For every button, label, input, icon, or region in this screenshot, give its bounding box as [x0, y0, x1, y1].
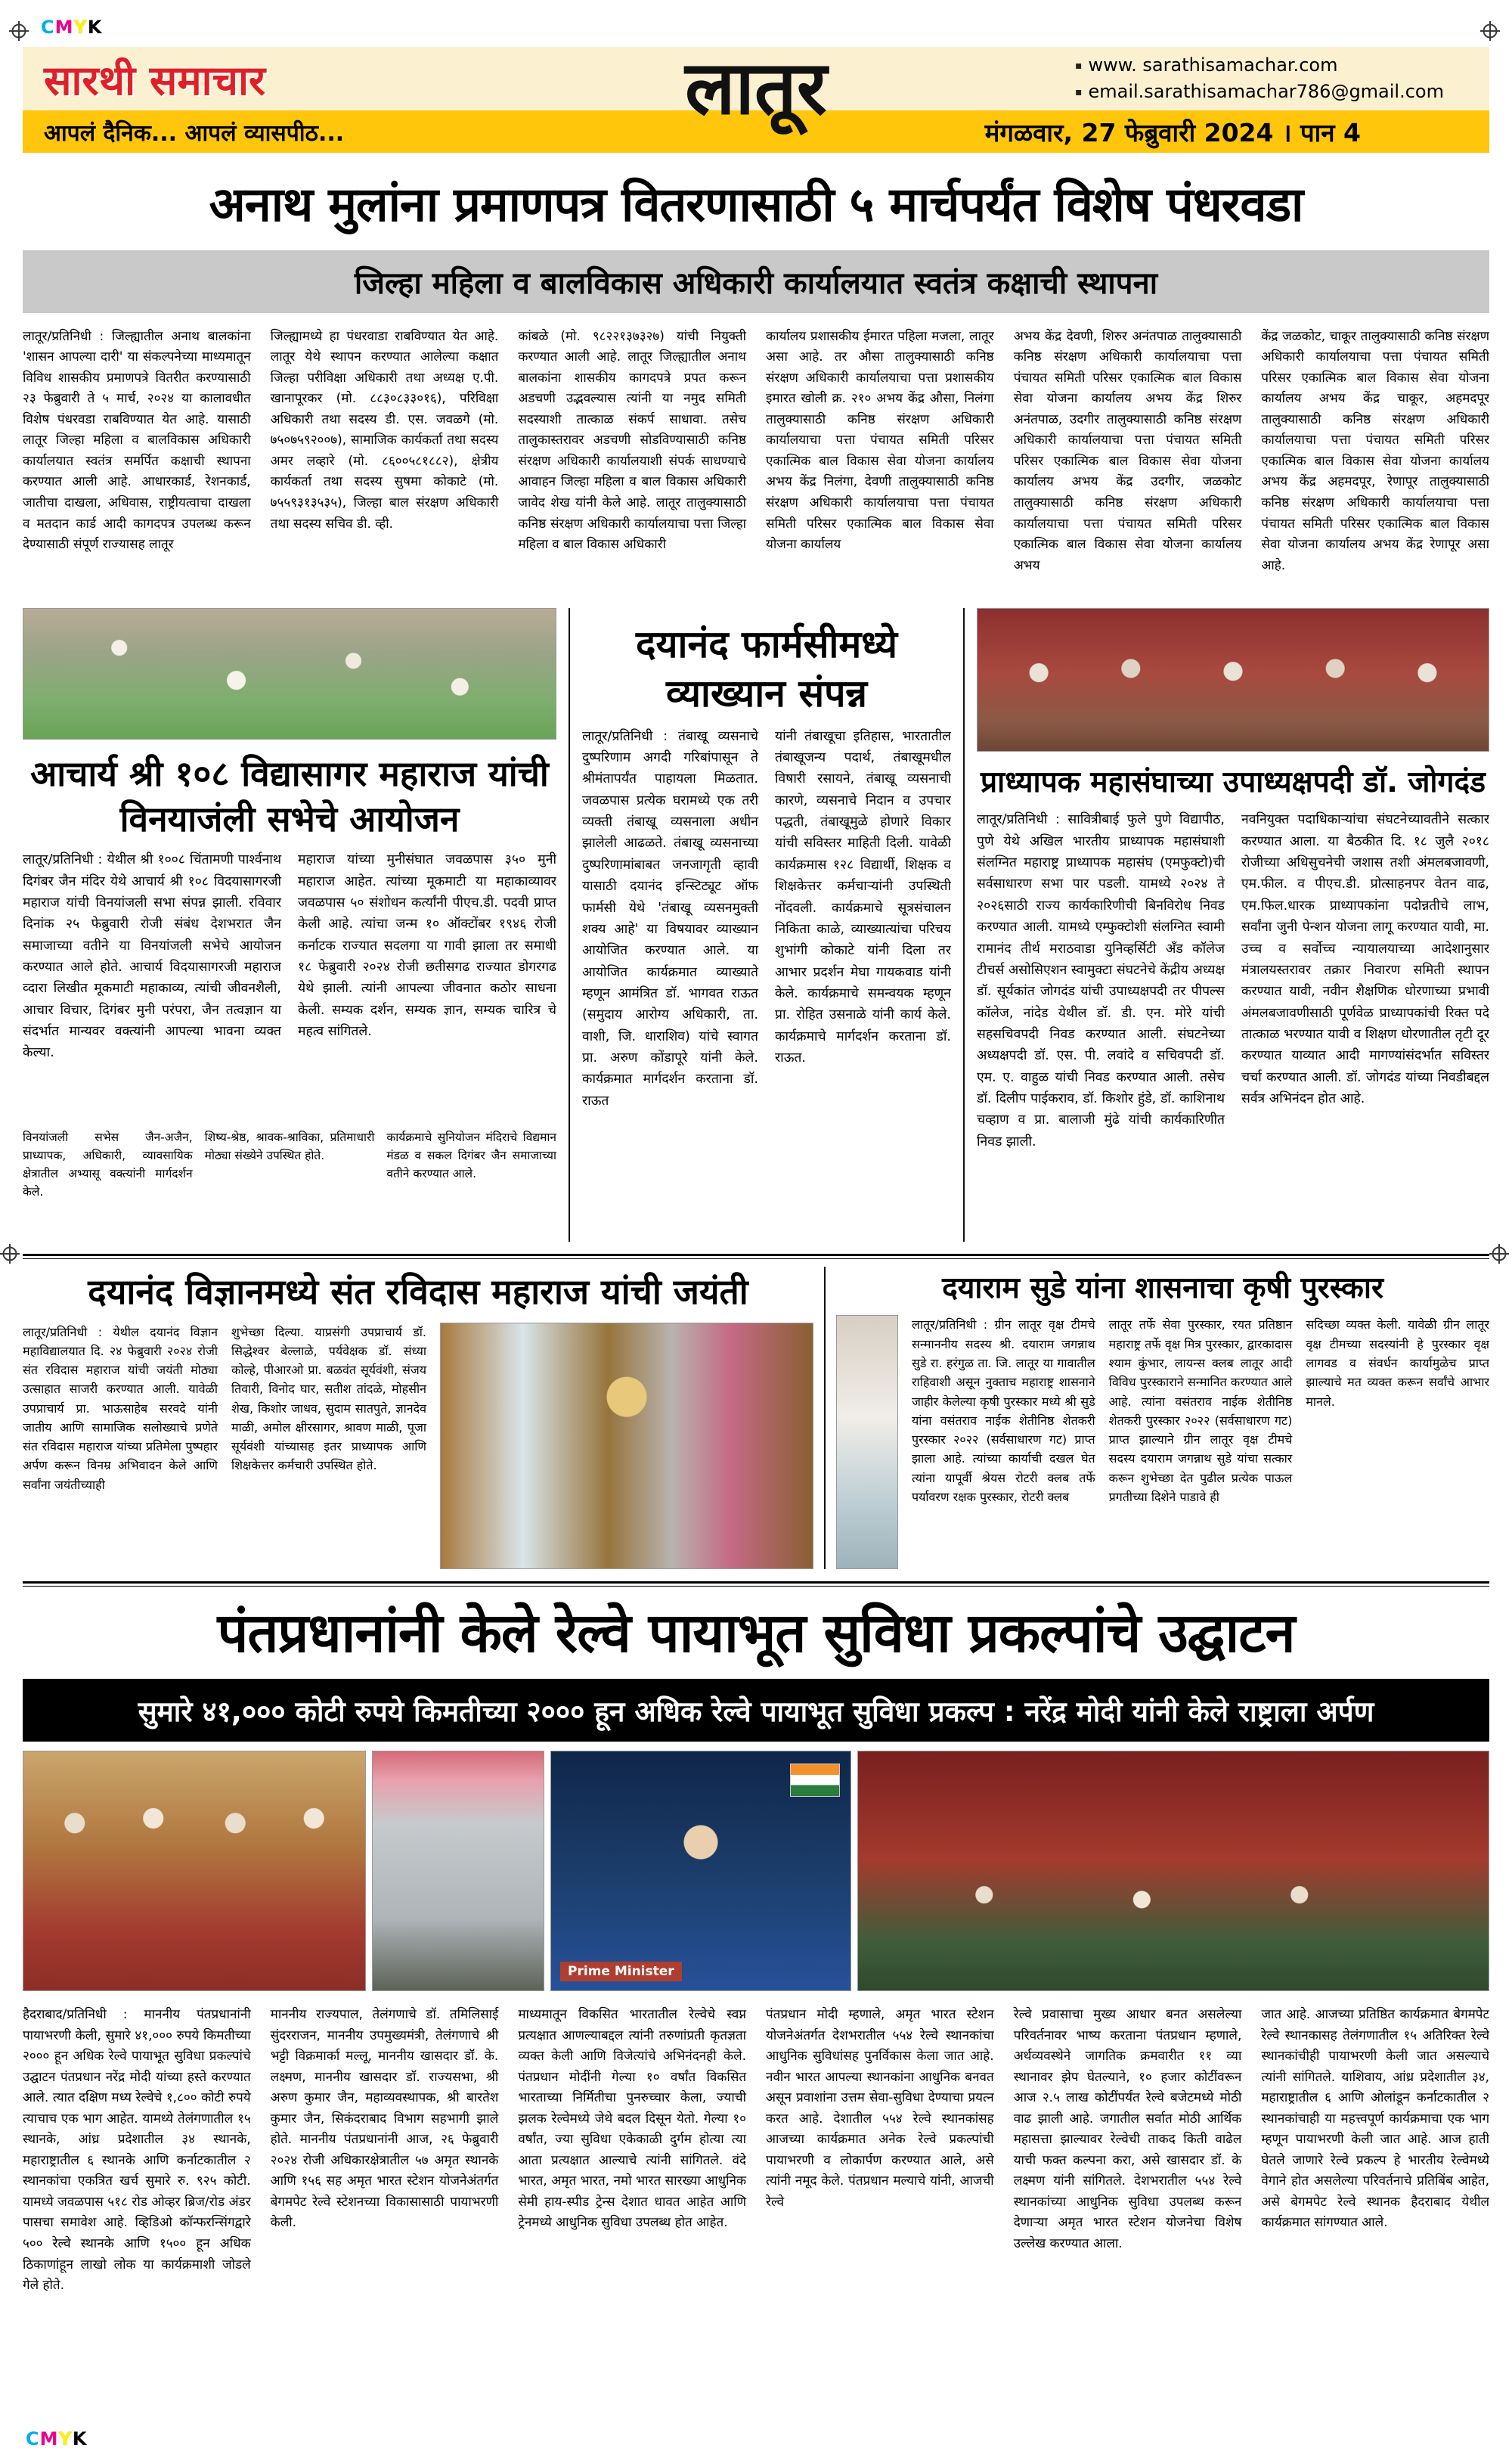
edition-name: लातूर: [685, 45, 827, 132]
newspaper-title: सारथी समाचार: [44, 57, 266, 104]
lead-column-6: केंद्र जळकोट, चाकूर तालुक्यासाठी कनिष्ठ संरक्षण अधिकारी कार्यालयाचा पत्ता पंचायत समिती परिसर एकात्मिक बाल विकास सेवा योजना कार्यालय अभय केंद्र चाकूर, अहमदपूर तालुक्यासाठी कनिष्ठ संरक्षण अधिकारी कार्यालयाचा पत्ता पंचायत समिती परिसर एकात्मिक बाल विकास सेवा योजना कार्यालय अभय केंद्र अहमदपूर, रेणापूर तालुक्यासाठी कनिष्ठ संरक्षण अधिकारी कार्यालयाचा पत्ता पंचायत समिती परिसर एकात्मिक बाल विकास सेवा योजना कार्यालय अभय केंद्र रेणापूर असा आहे.: [1261, 328, 1489, 573]
krushi-headline: दयाराम सुडे यांना शासनाचा कृषी पुरस्कार: [942, 1270, 1383, 1305]
pharmacy-columns: [582, 726, 951, 1242]
lead-column-3: कांबळे (मो. ९८२२१३७३२७) यांची नियुक्ती करण्यात आली आहे. लातूर जिल्ह्यातील अनाथ बालकांना शासकीय कागदपत्रे प्रपत करून अडचणी उद्भवल्यास त्यांनी या नमुद समिती सदस्याशी तात्काळ संकर्प साधावा. तसेच तालुकास्तरावर अडचणी सोडविण्यासाठी कनिष्ठ संरक्षण अधिकारी कार्यालयाशी संपर्क साधण्याचे आवाहन जिल्हा महिला व बाल विकास अधिकारी जावेद शेख यांनी केले आहे. लातूर तालुक्यासाठी कनिष्ठ संरक्षण अधिकारी कार्यालयाचा पत्ता जिल्हा महिला व बाल विकास अधिकारी: [518, 328, 747, 553]
lead-column-2: जिल्ह्यामध्ये हा पंधरवाडा राबविण्यात येत आहे. लातूर येथे स्थापन करण्यात आलेल्या कक्षात जिल्हा परीविक्षा अधिकारी तथा अध्यक्ष ए.पी. खानापूरकर (मो. ८८३०८३३०१६), परिविक्षा अधिकारी तथा सदस्य डी. एस. जवळगे (मो. ७५०७५९२००७), सामाजिक कार्यकर्ता तथा सदस्य अमर लव्हारे (मो. ८६००५८१८८२), क्षेत्रीय कार्यकर्ता तथा सदस्य सुषमा कोकाटे (मो. ७५५९३१३५३५), जिल्हा बाल संरक्षण अधिकारी तथा सदस्य सचिव डी. व्ही.: [270, 328, 499, 532]
vidyasagar-footnote-2: शिष्य-श्रेष्ठ, श्रावक-श्राविका, प्रतिमाधारी मोठ्या संख्येने उपस्थित होते.: [204, 1130, 375, 1162]
professor-column-1: लातूर/प्रतिनिधी : सावित्रीबाई फुले पुणे विद्यापीठ, पुणे येथे अखिल भारतीय प्राध्यापक महासंघाशी संलग्नित महाराष्ट्र प्राध्यापक महासंघ (एमफुक्टो)ची सर्वसाधारण सभा पार पडली. यामध्ये २०२४ ते २०२६साठी राज्य कार्यकारिणीची बिनविरोध निवड करण्यात आली. यामध्ये एम्फुक्टोशी संलग्नित स्वामी रामानंद तीर्थ मराठवाडा युनिव्हर्सिटी अँड कॉलेज टीचर्स असोसिएशन स्वामुक्टा संघटनेचे केंद्रीय अध्यक्ष डॉ. सूर्यकांत जोगदंड यांची उपाध्यक्षपदी तर पीपल्स कॉलेज, नांदेड येथील डॉ. डी. एन. मोरे यांची सहसचिवपदी निवड करण्यात आली. संघटनेच्या अध्यक्षपदी डॉ. एस. पी. लवांदे व सचिवपदी डॉ. एम. ए. वाहुळ यांची निवड करण्यात आली. तसेच डॉ. दिलीप पाईकराव, डॉ. किशोर हुंडे, डॉ. काशिनाथ चव्हाण व प्रा. बालाजी मुंढे यांची कार्यकारिणीत निवड झाली.: [977, 812, 1225, 1149]
contact-info: [1075, 52, 1489, 105]
lead-column-4: कार्यालय प्रशासकीय ईमारत पहिला मजला, लातूर असा आहे. तर औसा तालुक्यासाठी कनिष्ठ संरक्षण अधिकारी कार्यालयाचा पत्ता प्रशासकीय इमारत खोली क्र. २१० अभय केंद्र औसा, निलंगा तालुक्यासाठी कनिष्ठ संरक्षण अधिकारी कार्यालयाचा पत्ता पंचायत समिती परिसर एकात्मिक बाल विकास सेवा योजना कार्यालय अभय केंद्र निलंगा, देवणी तालुक्यासाठी कनिष्ठ संरक्षण अधिकारी कार्यालयाचा पत्ता पंचायत समिती परिसर एकात्मिक बाल विकास सेवा योजना कार्यालय: [766, 328, 994, 553]
vidyasagar-columns: [23, 849, 556, 1120]
railway-headline: पंतप्रधानांनी केले रेल्वे पायाभूत सुविधा प्रकल्पांचे उद्घाटन: [217, 1600, 1295, 1664]
cmyk-k: K: [87, 17, 103, 38]
lead-story-columns: [23, 327, 1489, 597]
tagline-band: [23, 110, 1489, 153]
lead-column-5: अभय केंद्र देवणी, शिरुर अनंतपाळ तालुक्यासाठी कनिष्ठ संरक्षण अधिकारी कार्यालयाचा पत्ता पंचायत समिती परिसर एकात्मिक बाल विकास सेवा योजना कार्यालय अभय केंद्र शिरुर अनंतपाळ, उदगीर तालुक्यासाठी कनिष्ठ संरक्षण अधिकारी कार्यालयाचा पत्ता पंचायत समिती परिसर एकात्मिक बाल विकास सेवा योजना कार्यालय अभय केंद्र उदगीर, जळकोट तालुक्यासाठी कनिष्ठ संरक्षण अधिकारी कार्यालयाचा पत्ता पंचायत समिती परिसर एकात्मिक बाल विकास सेवा योजना कार्यालय अभय: [1013, 328, 1242, 573]
professor-story: [977, 608, 1489, 1242]
vidyasagar-headline: आचार्य श्री १०८ विद्यासागर महाराज यांची विनयाजंली सभेचे आयोजन: [30, 752, 549, 839]
column-rule: [569, 608, 570, 1242]
railway-column-4: पंतप्रधान मोदी म्हणाले, अमृत भारत स्टेशन योजनेअंतर्गत देशभरातील ५५४ रेल्वे स्थानकांचा आधुनिक सुविधांसह पुनर्विकास केला जात आहे. नवीन भारत आपल्या स्थानकांना आधुनिक बनवत असून प्रवाशांना उत्तम सेवा-सुविधा देण्याचा प्रयत्न करत आहे. देशातील ५५४ रेल्वे स्थानकांसह आजच्या कार्यक्रमात अनेक रेल्वे प्रकल्पांची पायाभरणी व लोकार्पण करण्यात आले, असे त्यांनी नमूद केले. पंतप्रधान मल्याचे यांनी, आजची रेल्वे: [766, 2007, 994, 2210]
railway-subheadline: सुमारे ४१,००० कोटी रुपये किमतीच्या २००० हून अधिक रेल्वे पायाभूत सुविधा प्रकल्प : नरेंद्र मोदी यांनी केले राष्ट्राला अर्पण: [23, 1679, 1489, 1742]
lead-headline: अनाथ मुलांना प्रमाणपत्र वितरणासाठी ५ मार्चपर्यंत विशेष पंधरवडा: [209, 177, 1303, 232]
middle-section: [23, 608, 1489, 1242]
stage-event-photo: [857, 1751, 1489, 1991]
ravidas-column-1: लातूर/प्रतिनिधी : येथील दयानंद विज्ञान महाविद्यालयात दि. २४ फेब्रुवारी २०२४ रोजी संत रविदास महाराज यांची जयंती मोठ्या उत्साहात साजरी करण्यात आली. यावेळी उपप्राचार्य प्रा. भाऊसाहेब सरवदे यांनी जातीय आणि सामाजिक सलोख्याचे प्रणेते संत रविदास महाराज यांच्या प्रतिमेला पुष्पहार अर्पण करून विनम्र अभिवादन केले आणि सर्वांना जयंतीच्याही: [23, 1324, 218, 1492]
krushi-body: [836, 1315, 1489, 1568]
ravidas-headline: दयानंद विज्ञानमध्ये संत रविदास महाराज यांची जयंती: [88, 1270, 748, 1312]
pm-screen-photo: [550, 1751, 851, 1991]
column-rule: [963, 608, 965, 1242]
column-rule: [824, 1267, 826, 1569]
square-bullet-icon: ▪: [1074, 60, 1083, 73]
cmyk-m: M: [39, 2428, 59, 2449]
professor-group-photo: [977, 608, 1489, 752]
registration-mark: [0, 1244, 20, 1264]
railway-story-columns: [23, 2005, 1489, 2448]
band2-section: [23, 1267, 1489, 1569]
jain-sabha-photo: [23, 608, 556, 740]
ravidas-jayanti-photo: [440, 1323, 813, 1569]
section-rule: [23, 1581, 1489, 1587]
registration-mark: [1489, 1244, 1509, 1264]
vidyasagar-footnote-3: कार्यक्रमाचे सुनियोजन मंदिराचे विद्यमान मंडळ व सकल दिगंबर जैन समाजाच्या वतीने करण्यात आले.: [386, 1130, 556, 1180]
vidyasagar-story: [23, 608, 556, 1242]
professor-columns: [977, 809, 1489, 1241]
lead-subheadline: जिल्हा महिला व बालविकास अधिकारी कार्यालयात स्वतंत्र कक्षाची स्थापना: [23, 250, 1489, 313]
farmer-photo: [836, 1315, 898, 1568]
pharmacy-headline: दयानंद फार्मसीमध्ये व्याख्यान संपन्न: [635, 622, 898, 715]
pharmacy-story: [582, 608, 951, 1242]
square-bullet-icon: ▪: [1074, 86, 1083, 98]
pm-photo-caption: Prime Minister: [560, 1962, 682, 1981]
vidyasagar-footnote-1: विनयांजली सभेस जैन-अजैन, प्राध्यापक, अधिकारी, व्यावसायिक क्षेत्रातील अभ्यासू वक्त्यांनी मार्गदर्शन केले.: [23, 1130, 193, 1199]
railway-column-1: हैदराबाद/प्रतिनिधी : माननीय पंतप्रधानांनी पायाभरणी केली, सुमारे ४१,००० रुपये किमतीच्या २००० हून अधिक रेल्वे पायाभूत सुविधा प्रकल्पांचे उद्घाटन पंतप्रधान नरेंद्र मोदी यांच्या हस्ते करण्यात आले. त्यात दक्षिण मध्य रेल्वेचे १,८०० कोटी रुपये त्याचाच एक भाग आहेत. यामध्ये तेलंगणातील १५ स्थानके, आंध्र प्रदेशातील ३४ स्थानके, महाराष्ट्रातील ६ स्थानके आणि कर्नाटकातील २ स्थानकांचा एकत्रित खर्च सुमारे रु. ९२५ कोटी. यामध्ये जवळपास ५१८ रोड ओव्हर ब्रिज/रोड अंडर पासचा समावेश आहे. व्हिडिओ कॉन्फरन्सिंगद्वारे ५०० रेल्वे स्थानके आणि १५०० हून अधिक ठिकाणांहून लाखो लोक या कार्यक्रमाशी जोडले गेले होते.: [23, 2007, 251, 2294]
vidyasagar-column-2: महाराज यांच्या मुनीसंघात जवळपास ३५० मुनी महाराज आहेत. त्यांच्या मूकमाटी या महाकाव्यावर जवळपास ५० संशोधन कर्त्यांनी पीएच.डी. पदवी प्राप्त केली आहे. त्यांचा जन्म १० ऑक्टोंबर १९४६ रोजी कर्नाटक राज्यात सदलगा या गावी झाला तर समाधी १८ फेब्रुवारी २०२४ रोजी छतीसगढ राज्यात डोगरगढ येथे झाली. त्यांनी आपल्या जीवनात कठोर साधना केली. सम्यक दर्शन, सम्यक ज्ञान, सम्यक चारित्र चे महत्व सांगितले.: [298, 852, 556, 1040]
cmyk-c: C: [41, 17, 55, 38]
website-url: www. sarathisamachar.com: [1088, 54, 1338, 76]
pharmacy-column-1: लातूर/प्रतिनिधी : तंबाखू व्यसनाचे दुष्परिणाम अगदी गरिबांपासून ते श्रीमंतापर्यंत पाहायला मिळतात. जवळपास प्रत्येक घरामध्ये एक तरी व्यक्ती तंबाखू व्यसनाला अधीन झालेली आढळते. तंबाखू व्यसनाच्या दुष्परिणामांबाबत जनजागृती व्हावी यासाठी दयानंद इन्स्टिट्यूट ऑफ फार्मसी येथे 'तंबाखू व्यसनमुक्ती शक्य आहे' या विषयावर व्याख्यान आयोजित करण्यात आले. या आयोजित कार्यक्रमात व्याख्याते म्हणून आमंत्रित डॉ. भागवत राऊत (समुदाय आरोग्य अधिकारी, ता. वाशी, जि. धाराशिव) यांचे स्वागत प्रा. अरुण कोंडापूरे यांनी केले. कार्यक्रमात मार्गदर्शन करताना डॉ. राऊत: [582, 728, 758, 1109]
cmyk-y: Y: [73, 17, 88, 38]
ravidas-column-2: शुभेच्छा दिल्या. याप्रसंगी उपप्राचार्य डॉ. सिद्धेश्वर बेल्लाळे, पर्यवेक्षक डॉ. संध्या कोल्हे, पीआरओ प्रा. बळवंत सूर्यवंशी, संजय तिवारी, विनोद घार, सतीश तांदळे, मोहसीन शेख, किशोर जाधव, सुदाम सातपुते, ज्ञानदेव माळी, अमोल क्षीरसागर, श्रावण माळी, पूजा सूर्यवंशी यांच्यासह इतर प्राध्यापक आणि शिक्षकेत्तर कर्मचारी उपस्थित होते.: [231, 1324, 426, 1473]
krushi-column-2: लातूर तर्फे सेवा पुरस्कार, रयत प्रतिष्ठान महाराष्ट्र तर्फे वृक्ष मित्र पुरस्कार, द्वारकादास श्याम कुंभार, लायन्स क्लब लातूर आदी विविध पुरस्काराने सन्मानित करण्यात आले आहे. त्यांना वसंतराव नाईक शेतीनिष्ठ शेतकरी पुरस्कार २०२२ (सर्वसाधारण गट) प्राप्त झाल्याने ग्रीन लातूर वृक्ष टीमचे सदस्य दयाराम जगन्नाथ सुडे यांचा सत्कार करून शुभेच्छा देत पुढील प्रत्येक पाऊल प्रगतीच्या दिशेने पाडावे ही: [1108, 1317, 1293, 1504]
cmyk-label: [23, 17, 1489, 38]
railway-column-6: जात आहे. आजच्या प्रतिष्ठित कार्यक्रमात बेगमपेट रेल्वे स्थानकासह तेलंगणातील १५ अतिरिक्त रेल्वे स्थानकांचीही पायाभरणी केली जात असल्याचे त्यांनी सांगितले. याशिवाय, आंध्र प्रदेशातील ३४, महाराष्ट्रातील ६ आणि ओलांडून कर्नाटकातील २ स्थानकांचाही या महत्त्वपूर्ण कार्यक्रमाचा एक भाग म्हणून पायाभरणी केली जात आहे. आज हाती घेतले जाणारे रेल्वे प्रकल्प हे भारतीय रेल्वेमध्ये वेगाने होत असलेल्या परिवर्तनाचे प्रतिबिंब आहेत, असे बेगमपेट रेल्वे स्थानक हैदराबाद येथील कार्यक्रमात सांगण्यात आले.: [1261, 2007, 1489, 2231]
dignitaries-photo: [23, 1751, 366, 1991]
ravidas-body: [23, 1323, 813, 1569]
cmyk-y: Y: [58, 2428, 73, 2449]
tagline: आपलं दैनिक... आपलं व्यासपीठ...: [44, 119, 345, 147]
cmyk-m: M: [54, 17, 74, 38]
professor-headline: प्राध्यापक महासंघाच्या उपाध्यक्षपदी डॉ. जोगदंड: [980, 765, 1486, 799]
railway-photo-collage: [23, 1751, 1489, 1991]
professor-column-2: नवनियुक्त पदाधिकाऱ्यांचा संघटनेच्यावतीने सत्कार करण्यात आला. या बैठकीत दि. १८ जुलै २०१८ रोजीच्या अधिसुचनेची जशास तशी अंमलबजावणी, एम.फील. व पीएच.डी. प्रोत्साहनपर वेतन वाढ, एम.फिल.धारक प्राध्यापकांना पदोन्नतीचे लाभ, सर्वांना जुनी पेन्शन योजना लागू करण्यात यावी, मा. उच्च व सर्वोच्च न्यायालयाच्या आदेशानुसार मंत्रालयस्तरावर तक्रार निवारण समिती स्थापन करण्यात यावी, नवीन शैक्षणिक धोरणाच्या प्रभावी अंमलबजावणीसाठी पूर्णवेळ प्राध्यापकांची रिक्त पदे तात्काळ भरण्यात यावी व शिक्षण धोरणातील तृटी दूर करण्यात याव्यात आदी मागण्यांसंदर्भात सविस्तर चर्चा करण्यात आली. डॉ. जोगदंड यांच्या निवडीबद्दल सर्वत्र अभिनंदन होत आहे.: [1241, 812, 1489, 1106]
cmyk-k: K: [72, 2428, 88, 2449]
lead-column-1: लातूर/प्रतिनिधी : जिल्ह्यातील अनाथ बालकांना 'शासन आपल्या दारी' या संकल्पनेच्या माध्यमातून विविध शासकीय प्रमाणपत्रे वितरीत करण्यासाठी २३ फेब्रुवारी ते ५ मार्च, २०२४ या कालावधीत विशेष पंधरवडा राबविण्यात येत आहे. यासाठी लातूर जिल्हा महिला व बालविकास अधिकारी कार्यालयात स्वतंत्र समर्पित कक्षाची स्थापना करण्यात आली आहे. आधारकार्ड, रेशनकार्ड, जातीचा दाखला, अधिवास, राष्ट्रीयत्वाचा दाखला व मतदान कार्ड आदी कागदपत्र उपलब्ध करून देण्यासाठी संपूर्ण राज्यासह लातूर: [23, 328, 251, 553]
krushi-story: [836, 1267, 1489, 1569]
railway-column-5: रेल्वे प्रवासाचा मुख्य आधार बनत असलेल्या परिवर्तनावर भाष्य करताना पंतप्रधान म्हणाले, अर्थव्यवस्थेने जागतिक क्रमवारीत ११ व्या स्थानावर झेप घेतल्याने, १० हजार कोटींवरून आज २.५ लाख कोटींपर्यंत रेल्वे बजेटमध्ये मोठी वाढ झाली आहे. जगातील सर्वात मोठी आर्थिक महासत्ता झाल्यावर रेल्वेची ताकद किती वाढेल याची फक्त कल्पना करा, असे खासदार डॉ. के लक्ष्मण यांनी सांगितले. देशभरातील ५५४ रेल्वे स्थानकांच्या आधुनिक सुविधा उपलब्ध करून देणाऱ्या अमृत भारत स्टेशन योजनेचा विशेष उल्लेख करण्यात आला.: [1013, 2007, 1242, 2251]
plaque-unveiling-photo: [372, 1751, 544, 1991]
krushi-column-1: लातूर/प्रतिनिधी : ग्रीन लातूर वृक्ष टीमचे सन्माननीय सदस्य श्री. दयाराम जगन्नाथ सुडे रा. हरंगुळ ता. जि. लातूर या गावातील राहिवाशी असून नुक्ताच महाराष्ट्र शासनाने जाहीर केलेल्या कृषी पुरस्कार मध्ये श्री सुडे यांना वसंतराव नाईक शेतीनिष्ठ शेतकरी पुरस्कार २०२२ (सर्वसाधारण गट) प्राप्त झाला आहे. त्यांच्या कार्याची दखल घेत त्यांना यापूर्वी श्रेयस रोटरी क्लब तर्फे पर्यावरण रक्षक पुरस्कार, रोटरी क्लब: [912, 1317, 1095, 1504]
vidyasagar-column-1: लातूर/प्रतिनिधी : येथील श्री १००८ चिंतामणी पार्श्वनाथ दिगंबर जैन मंदिर येथे आचार्य श्री १०८ विदयासागरजी महाराज यांची विनयांजली सभा संपन्न झाली. रविवार दिनांक २५ फेब्रुवारी रोजी संबंध देशभरात जैन समाजाच्या वतीने या विनयांजली सभेचे आयोजन करण्यात आले होते. आचार्य विदयासागरजी महाराज व्दारा लिखीत मूकमाटी महाकाव्य, त्यांची जीवनशैली, आचार विचार, दिगंबर मुनी परंपरा, जैन तत्वज्ञान या संदर्भात मान्यवर वक्त्यांनी आपल्या भावना व्यक्त केल्या.: [23, 852, 281, 1061]
email-address: email.sarathisamachar786@gmail.com: [1088, 81, 1444, 102]
dateline: मंगळवार, 27 फेब्रुवारी 2024 । पान 4: [984, 117, 1361, 147]
railway-column-3: माध्यमातून विकसित भारतातील रेल्वेचे स्वप्न प्रत्यक्षात आणल्याबद्दल त्यांनी तरुणांप्रती कृतज्ञता व्यक्त केली आणि विजेत्यांचे अभिनंदनही केले. पंतप्रधान मोदींनी गेल्या १० वर्षांत विकसित भारताच्या निर्मितीचा पुनरुच्चार केला, ज्याची झलक रेल्वेमध्ये जेथे बदल दिसून येतो. गेल्या १० वर्षांत, ज्या सुविधा एकेकाळी दुर्गम होत्या त्या आता प्रत्यक्षात आल्याचे त्यांनी सांगितले. वंदे भारत, अमृत भारत, नमो भारत सारख्या आधुनिक सेमी हाय-स्पीड ट्रेन्स देशात धावत आहेत आणि ट्रेनमध्ये आधुनिक सुविधा उपलब्ध होत आहेत.: [518, 2007, 747, 2231]
pharmacy-column-2: यांनी तंबाखूचा इतिहास, भारतातील तंबाखूजन्य पदार्थ, तंबाखूमधील विषारी रसायने, तंबाखू व्यसनाची कारणे, व्यसनाचे निदान व उपचार पद्धती, तंबाखूमुळे होणारे विकार यांची सविस्तर माहिती दिली. यावेळी कार्यक्रमास १२८ विद्यार्थी, शिक्षक व शिक्षकेत्तर कर्मचाऱ्यांनी उपस्थिती नोंदवली. कार्यक्रमाचे सूत्रसंचालन निकिता काळे, व्याख्यात्यांचा परिचय शुभांगी कोकाटे यांनी दिला तर आभार प्रदर्शन मेघा गायकवाड यांनी केले. कार्यक्रमाचे समन्वयक म्हणून प्रा. रोहित उसनाळे यांनी कार्य केले. कार्यक्रमाचे मार्गदर्शन करताना डॉ. राऊत.: [775, 728, 951, 1066]
railway-column-2: माननीय राज्यपाल, तेलंगणाचे डॉ. तमिलिसाई सुंदरराजन, माननीय उपमुख्यमंत्री, तेलंगणाचे श्री भट्टी विक्रमार्का मल्लू, माननीय खासदार डॉ. के. लक्ष्मण, माननीय खासदार डॉ. राज्यसभा, श्री अरुण कुमार जैन, महाव्यवस्थापक, श्री बारतेश कुमार जैन, सिकंदराबाद विभाग सहभागी झाले होते. माननीय पंतप्रधानांनी आज, २६ फेब्रुवारी २०२४ रोजी अधिकारक्षेत्रातील ५७ अमृत स्थानके आणि १५६ सह अमृत भारत स्टेशन योजनेअंतर्गत बेगमपेट रेल्वे स्टेशनच्या विकासासाठी पायाभरणी केली.: [270, 2007, 499, 2231]
ravidas-story: [23, 1267, 813, 1569]
krushi-column-3: सदिच्छा व्यक्त केली. यावेळी ग्रीन लातूर वृक्ष टीमच्या सदस्यांनी हे पुरस्कार वृक्ष लागवड व संवर्धन कार्यामुळेच प्राप्त झाल्याचे मत व्यक्त करून सर्वांचे आभार मानले.: [1306, 1317, 1489, 1409]
cmyk-c: C: [26, 2428, 40, 2449]
india-flag-icon: [790, 1764, 840, 1797]
vidyasagar-footnote-columns: [23, 1128, 556, 1242]
section-rule: [23, 1254, 1489, 1259]
cmyk-label-bottom: [26, 2428, 88, 2449]
